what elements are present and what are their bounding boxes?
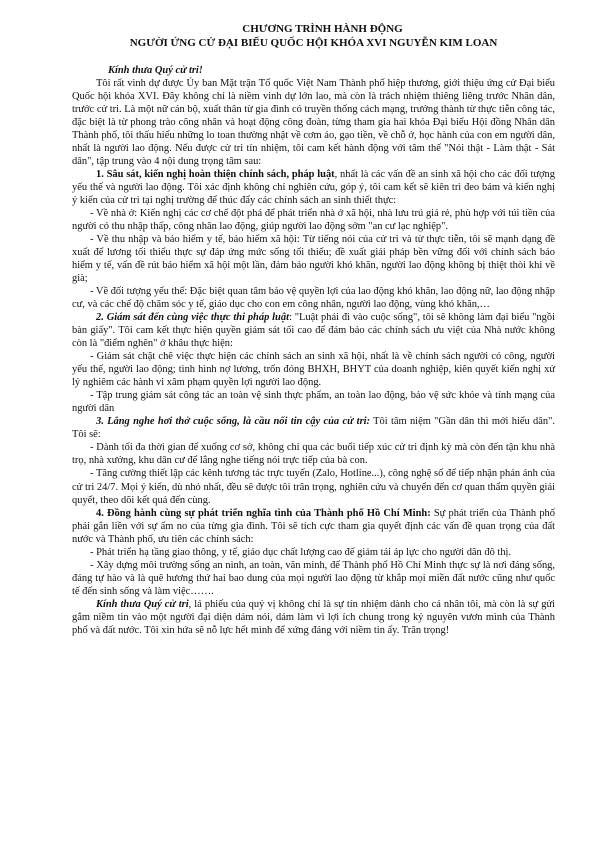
section-2-bullet-supervision: - Giám sát chặt chẽ việc thực hiện các chính sách an sinh xã hội, nhất là về chính sách người có công, người yếu thế, người lao động; tình hình nợ lương, trốn đóng BHXH, BHYT của doanh nghiệp, kiên quyết kiến nghị xử lý nghiêm các hành vi xâm phạm quyền lợi người lao động.	[72, 351, 555, 389]
section-1-text: , nhất là các vấn đề an sinh xã hội cho các đối tượng yếu thế và người lao động. Tôi xác định không chỉ nghiên cứu, góp ý, tôi cam kết sẽ kiên trì đeo bám và kiến nghị ý kiến của cử tri tại nghị trường để thúc đẩy các chính sách an sinh thiết thực:	[72, 169, 555, 207]
section-1-paragraph	[72, 168, 555, 207]
section-2-bullet-safety: - Tập trung giám sát công tác an toàn vệ sinh thực phẩm, an toàn lao động, bảo vệ sức khỏe và tính mạng của người dân	[72, 390, 555, 415]
closing-text: , lá phiếu của quý vị không chỉ là sự tín nhiệm dành cho cá nhân tôi, mà còn là sự gửi gắm niềm tin vào một người đại diện dám nói, dám làm vì lợi ích chung trong kỷ nguyên vươn mình của Thành phố và đất nước. Tôi xin hứa sẽ nỗ lực hết mình để xứng đáng với niềm tin ấy. Trân trọng!	[72, 598, 555, 636]
section-2-text: : "Luật phải đi vào cuộc sống", tôi sẽ không làm đại biểu "ngồi bàn giấy". Tôi cam kết thực hiện quyền giám sát tối cao để đảm bảo các chính sách ưu việt của Nhà nước không còn là "điểm nghẽn" ở khâu thực hiện:	[72, 312, 555, 350]
closing-heading: Kính thưa Quý cử tri	[96, 598, 189, 610]
section-3-paragraph	[72, 415, 555, 441]
section-3-text: Tôi tâm niệm "Gần dân thì mới hiểu dân". Tôi sẽ:	[72, 416, 556, 441]
section-1-bullet-vulnerable: - Về đối tượng yếu thế: Đặc biệt quan tâm bảo vệ quyền lợi của lao động khó khăn, lao động nữ, lao động nhập cư, và các chế độ chăm sóc y tế, giáo dục cho con em công nhân, người lao động, vùng khó khăn,…	[72, 286, 555, 311]
closing-paragraph	[72, 598, 555, 637]
section-4-text: Sự phát triển của Thành phố phải gắn liền với sự ấm no của từng gia đình. Tôi sẽ tích cực tham gia quyết định các vấn đề quan trọng của đất nước và Thành phố, ưu tiên các chính sách:	[72, 507, 555, 545]
section-1-heading: 1. Sâu sát, kiến nghị hoàn thiện chính sách, pháp luật	[96, 169, 335, 181]
section-2-paragraph	[72, 311, 555, 350]
section-3-heading: 3. Lắng nghe hơi thở cuộc sống, là cầu nối tin cậy của cử tri:	[96, 416, 371, 428]
section-3-bullet-grassroots: - Dành tối đa thời gian để xuống cơ sở, không chỉ qua các buổi tiếp xúc cử tri định kỳ mà còn đến tận khu nhà trọ, nhà xưởng, khu dân cư để lắng nghe tiếng nói trực tiếp của bà con.	[72, 442, 555, 467]
section-1-bullet-income-insurance: - Về thu nhập và bảo hiểm y tế, bảo hiểm xã hội: Từ tiếng nói của cử tri và từ thực tiễn, tôi sẽ mạnh dạng đề xuất để lương tối thiểu thực sự đáp ứng mức sống tối thiểu; đề xuất giải pháp bền vững đối với chính sách bảo hiểm y tế, vấn đề rút bảo hiểm xã hội một lần, đảm bảo người khó khăn, người lao động không bị thiệt thòi khi về già;	[72, 234, 555, 285]
document-title-line2: NGƯỜI ỨNG CỬ ĐẠI BIỂU QUỐC HỘI KHÓA XVI NGUYỄN KIM LOAN	[129, 37, 498, 49]
section-3-bullet-online-channels: - Tăng cường thiết lập các kênh tương tác trực tuyến (Zalo, Hotline...), công nghệ số để tiếp nhận phản ánh của cử tri 24/7. Mọi ý kiến, dù nhỏ nhất, đều sẽ được tôi trân trọng, nghiên cứu và chuyển đến cơ quan thẩm quyền giải quyết, theo dõi kết quả đến cùng.	[72, 468, 555, 506]
section-1-bullet-housing: - Về nhà ở: Kiến nghị các cơ chế đột phá để phát triển nhà ở xã hội, nhà lưu trú giá rẻ, phù hợp với túi tiền của người có thu nhập thấp, công nhân lao động, giúp người lao động sớm "an cư lạc nghiệp".	[72, 208, 555, 233]
greeting: Kính thưa Quý cử tri!	[108, 65, 203, 76]
intro-paragraph: Tôi rất vinh dự được Ủy ban Mặt trận Tổ quốc Việt Nam Thành phố hiệp thương, giới thiệu ứng cử Đại biểu Quốc hội khóa XVI. Đây không chỉ là niềm vinh dự lớn lao, mà còn là trách nhiệm thiêng liêng trước Nhân dân, trước cử tri. Là một nữ cán bộ, xuất thân từ gia đình có truyền thống cách mạng, trưởng thành từ thực tiễn công tác, đặc biệt là từ phong trào công nhân và hoạt động công đoàn, từng tham gia hai khóa Đại biểu Hội đồng Nhân dân Thành phố, tôi thấu hiểu những lo toan thường nhật về cơm áo, gạo tiền, về chỗ ở, học hành của con em người dân, nhất là người lao động. Nếu được cử tri tín nhiệm, tôi cam kết hành động với tâm thế "Nói thật - Làm thật - Sát dân", tập trung vào 4 nội dung trọng tâm sau:	[72, 78, 555, 168]
section-4-heading: 4. Đồng hành cùng sự phát triển nghĩa tình của Thành phố Hồ Chí Minh:	[96, 507, 431, 519]
section-4-bullet-infrastructure: - Phát triển hạ tầng giao thông, y tế, giáo dục chất lượng cao để giảm tải áp lực cho người dân đô thị.	[90, 546, 512, 558]
section-4-bullet-environment: - Xây dựng môi trường sống an ninh, an toàn, văn minh, để Thành phố Hồ Chí Minh thực sự là nơi đáng sống, đáng tự hào và là quê hương thứ hai bao dung của mọi người lao động từ khắp mọi miền đất nước cũng như quốc tế đến sinh sống và làm việc…….	[72, 559, 555, 597]
document-title-line1: CHƯƠNG TRÌNH HÀNH ĐỘNG	[242, 23, 403, 35]
title-spacer	[72, 50, 555, 64]
section-2-heading: 2. Giám sát đến cùng việc thực thi pháp luật	[96, 312, 289, 324]
greeting-paragraph	[72, 64, 555, 77]
section-4-paragraph	[72, 507, 555, 546]
